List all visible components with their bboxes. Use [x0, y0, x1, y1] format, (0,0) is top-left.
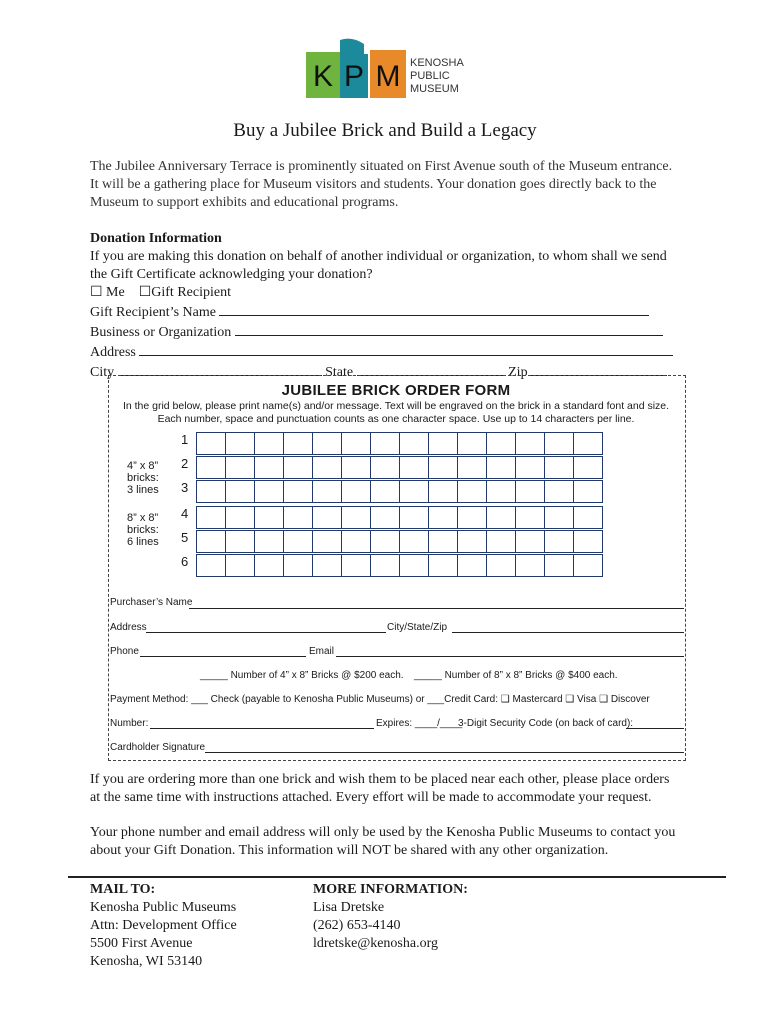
grid-cell[interactable]	[399, 506, 429, 529]
grid-cell[interactable]	[573, 432, 603, 455]
grid-cell[interactable]	[196, 480, 226, 503]
grid-cell[interactable]	[254, 506, 284, 529]
city-state-zip-label: City/State/Zip	[387, 622, 448, 633]
grid-cell[interactable]	[399, 554, 429, 577]
intro-line: The Jubilee Anniversary Terrace is prominently situated on First Avenue south of the Museum entrance.	[90, 159, 673, 174]
grid-cell[interactable]	[341, 554, 371, 577]
grid-cell[interactable]	[515, 480, 545, 503]
gift-recipient-checkbox[interactable]: ☐Gift Recipient	[138, 285, 231, 300]
mail-to-line: 5500 First Avenue	[90, 936, 193, 951]
grid-cell[interactable]	[486, 432, 516, 455]
signature-field[interactable]	[205, 752, 684, 753]
row-number: 3	[181, 480, 189, 495]
card-number-label: Number:	[110, 718, 149, 729]
mail-to-line: Kenosha Public Museums	[90, 900, 237, 915]
mail-to-line: Attn: Development Office	[90, 918, 237, 933]
me-checkbox[interactable]: ☐ Me	[90, 285, 125, 300]
grid-cell[interactable]	[225, 506, 255, 529]
grid-cell[interactable]	[370, 530, 400, 553]
grid-cell[interactable]	[544, 506, 574, 529]
grid-cell[interactable]	[254, 432, 284, 455]
grid-cell[interactable]	[283, 480, 313, 503]
grid-cell[interactable]	[225, 432, 255, 455]
contact-phone[interactable]: (262) 653-4140	[313, 918, 401, 933]
purchaser-address-field[interactable]	[146, 632, 386, 633]
grid-cell[interactable]	[283, 506, 313, 529]
grid-cell[interactable]	[428, 554, 458, 577]
grid-cell[interactable]	[486, 554, 516, 577]
grid-cell[interactable]	[486, 506, 516, 529]
intro-paragraph	[90, 158, 730, 212]
grid-cell[interactable]	[341, 432, 371, 455]
grid-cell[interactable]	[544, 530, 574, 553]
grid-cell[interactable]	[457, 432, 487, 455]
grid-cell[interactable]	[428, 506, 458, 529]
ordering-note	[90, 771, 740, 807]
qty-4x8-label[interactable]: _____ Number of 4” x 8” Bricks @ $200 each.	[200, 670, 404, 681]
row-number: 1	[181, 432, 189, 447]
purchaser-name-label: Purchaser’s Name	[110, 597, 193, 608]
grid-row-3	[181, 480, 602, 503]
purchaser-address-label: Address	[110, 622, 147, 633]
grid-cell[interactable]	[370, 456, 400, 479]
size-label-line: 6 lines	[127, 536, 159, 548]
recipient-name-row	[90, 302, 730, 322]
grid-cell[interactable]	[486, 530, 516, 553]
grid-cell[interactable]	[573, 554, 603, 577]
recipient-name-field[interactable]	[219, 302, 649, 316]
donation-heading: Donation Information	[90, 231, 222, 246]
signature-label: Cardholder Signature	[110, 742, 206, 753]
kpm-logo	[304, 36, 474, 104]
grid-cell[interactable]	[254, 480, 284, 503]
kpm-logo-mark	[304, 36, 474, 104]
city-label: City	[90, 365, 115, 380]
order-form-title: JUBILEE BRICK ORDER FORM	[281, 382, 511, 399]
note-line: at the same time with instructions attached. Every effort will be made to accommodate your request.	[90, 790, 652, 805]
mail-to-line: Kenosha, WI 53140	[90, 954, 203, 969]
grid-row-2	[181, 456, 602, 479]
business-label: Business or Organization	[90, 325, 232, 340]
size-label-line: bricks:	[127, 524, 159, 536]
intro-line: It will be a gathering place for Museum visitors and students. Your donation goes directly back to the	[90, 177, 657, 192]
zip-field[interactable]	[531, 362, 667, 376]
grid-cell[interactable]	[225, 480, 255, 503]
size-label-4x8	[127, 460, 159, 496]
grid-cell[interactable]	[341, 530, 371, 553]
email-label: Email	[309, 646, 335, 657]
grid-cell[interactable]	[544, 456, 574, 479]
grid-cell[interactable]	[341, 456, 371, 479]
city-state-zip-field[interactable]	[452, 632, 684, 633]
grid-cell[interactable]	[196, 432, 226, 455]
grid-cell[interactable]	[515, 530, 545, 553]
email-field[interactable]	[336, 656, 684, 657]
row-number: 6	[181, 554, 189, 569]
grid-cell[interactable]	[283, 530, 313, 553]
note-line: about your Gift Donation. This information will NOT be shared with any other organization.	[90, 843, 609, 858]
expires-label[interactable]: Expires: ____/____	[376, 718, 463, 729]
size-label-line: 4” x 8”	[127, 460, 159, 472]
grid-cell[interactable]	[254, 554, 284, 577]
grid-cell[interactable]	[515, 506, 545, 529]
row-number: 4	[181, 506, 189, 521]
grid-cell[interactable]	[196, 456, 226, 479]
grid-cell[interactable]	[573, 506, 603, 529]
address-label: Address	[90, 345, 136, 360]
grid-cell[interactable]	[428, 432, 458, 455]
logo-text-public: PUBLIC	[410, 70, 450, 82]
state-label: State	[325, 365, 354, 380]
purchaser-name-field[interactable]	[189, 608, 684, 609]
grid-cell[interactable]	[457, 554, 487, 577]
size-label-line: bricks:	[127, 472, 159, 484]
recipient-name-label: Gift Recipient’s Name	[90, 305, 216, 320]
grid-cell[interactable]	[312, 554, 342, 577]
grid-cell[interactable]	[457, 530, 487, 553]
grid-cell[interactable]	[370, 480, 400, 503]
size-label-line: 3 lines	[127, 484, 159, 496]
grid-cell[interactable]	[370, 506, 400, 529]
grid-cell[interactable]	[573, 456, 603, 479]
address-field[interactable]	[139, 342, 673, 356]
grid-cell[interactable]	[283, 554, 313, 577]
grid-cell[interactable]	[312, 480, 342, 503]
security-code-label: 3-Digit Security Code (on back of card):	[458, 718, 634, 729]
size-label-line: 8” x 8”	[127, 512, 159, 524]
grid-cell[interactable]	[370, 432, 400, 455]
grid-cell[interactable]	[312, 530, 342, 553]
business-field[interactable]	[235, 322, 663, 336]
grid-cell[interactable]	[544, 554, 574, 577]
grid-cell[interactable]	[399, 530, 429, 553]
grid-cell[interactable]	[225, 530, 255, 553]
footer-divider	[68, 876, 726, 878]
grid-cell[interactable]	[573, 530, 603, 553]
state-field[interactable]	[357, 362, 505, 376]
more-info-heading: MORE INFORMATION:	[313, 882, 468, 897]
grid-cell[interactable]	[196, 506, 226, 529]
phone-field[interactable]	[140, 656, 306, 657]
grid-cell[interactable]	[399, 480, 429, 503]
donation-section	[90, 230, 730, 382]
grid-cell[interactable]	[225, 456, 255, 479]
page-title: Buy a Jubilee Brick and Build a Legacy	[233, 120, 537, 141]
payment-method[interactable]: Payment Method: ___ Check (payable to Kenosha Public Museums) or ___Credit Card: ❑ Mastercard ❑ Visa ❑ Discover	[110, 694, 650, 705]
city-field[interactable]	[118, 362, 322, 376]
grid-cell[interactable]	[196, 554, 226, 577]
grid-cell[interactable]	[428, 530, 458, 553]
size-label-8x8	[127, 512, 159, 548]
more-info-block	[313, 881, 468, 953]
grid-cell[interactable]	[486, 480, 516, 503]
row-number: 2	[181, 456, 189, 471]
note-line: Your phone number and email address will only be used by the Kenosha Public Museums to contact you	[90, 825, 676, 840]
security-code-field[interactable]	[626, 728, 684, 729]
grid-cell[interactable]	[515, 554, 545, 577]
grid-cell[interactable]	[312, 506, 342, 529]
logo-letter-m: M	[375, 60, 401, 93]
grid-cell[interactable]	[544, 432, 574, 455]
logo-letter-p: P	[343, 60, 365, 93]
qty-8x8-label[interactable]: _____ Number of 8” x 8” Bricks @ $400 each.	[414, 670, 618, 681]
grid-cell[interactable]	[225, 554, 255, 577]
donation-question: the Gift Certificate acknowledging your donation?	[90, 267, 373, 282]
grid-row-4	[181, 506, 602, 529]
row-number: 5	[181, 530, 189, 545]
order-form-instructions	[108, 400, 684, 426]
grid-cell[interactable]	[544, 480, 574, 503]
privacy-note	[90, 824, 740, 860]
address-row	[90, 342, 730, 362]
instruction-line: Each number, space and punctuation counts as one character space. Use up to 14 characters per line.	[157, 413, 635, 425]
grid-row-1	[181, 432, 602, 455]
intro-line: Museum to support exhibits and educational programs.	[90, 195, 399, 210]
grid-cell[interactable]	[486, 456, 516, 479]
grid-cell[interactable]	[457, 480, 487, 503]
grid-cell[interactable]	[312, 432, 342, 455]
donation-question: If you are making this donation on behalf of another individual or organization, to whom shall we send	[90, 249, 667, 264]
mail-to-block	[90, 881, 237, 971]
contact-name: Lisa Dretske	[313, 900, 385, 915]
contact-email[interactable]: ldretske@kenosha.org	[313, 936, 438, 951]
grid-cell[interactable]	[457, 456, 487, 479]
card-number-field[interactable]	[150, 728, 374, 729]
grid-cell[interactable]	[341, 480, 371, 503]
grid-cell[interactable]	[399, 432, 429, 455]
recipient-options	[90, 284, 730, 302]
grid-cell[interactable]	[515, 432, 545, 455]
grid-cell[interactable]	[573, 480, 603, 503]
grid-cell[interactable]	[312, 456, 342, 479]
grid-cell[interactable]	[428, 480, 458, 503]
grid-cell[interactable]	[254, 456, 284, 479]
grid-cell[interactable]	[254, 530, 284, 553]
grid-cell[interactable]	[515, 456, 545, 479]
logo-text-kenosha: KENOSHA	[410, 57, 464, 69]
grid-cell[interactable]	[428, 456, 458, 479]
grid-cell[interactable]	[457, 506, 487, 529]
phone-label: Phone	[110, 646, 139, 657]
grid-row-6	[181, 554, 602, 577]
grid-cell[interactable]	[283, 432, 313, 455]
grid-cell[interactable]	[370, 554, 400, 577]
note-line: If you are ordering more than one brick and wish them to be placed near each other, please place orders	[90, 772, 670, 787]
grid-cell[interactable]	[283, 456, 313, 479]
instruction-line: In the grid below, please print name(s) and/or message. Text will be engraved on the brick in a standard font and size.	[122, 400, 670, 412]
grid-cell[interactable]	[399, 456, 429, 479]
business-row	[90, 322, 730, 342]
logo-text-museum: MUSEUM	[410, 83, 459, 95]
grid-cell[interactable]	[341, 506, 371, 529]
grid-cell[interactable]	[196, 530, 226, 553]
mail-to-heading: MAIL TO:	[90, 882, 156, 897]
grid-row-5	[181, 530, 602, 553]
zip-label: Zip	[508, 365, 528, 380]
logo-letter-k: K	[312, 60, 334, 93]
